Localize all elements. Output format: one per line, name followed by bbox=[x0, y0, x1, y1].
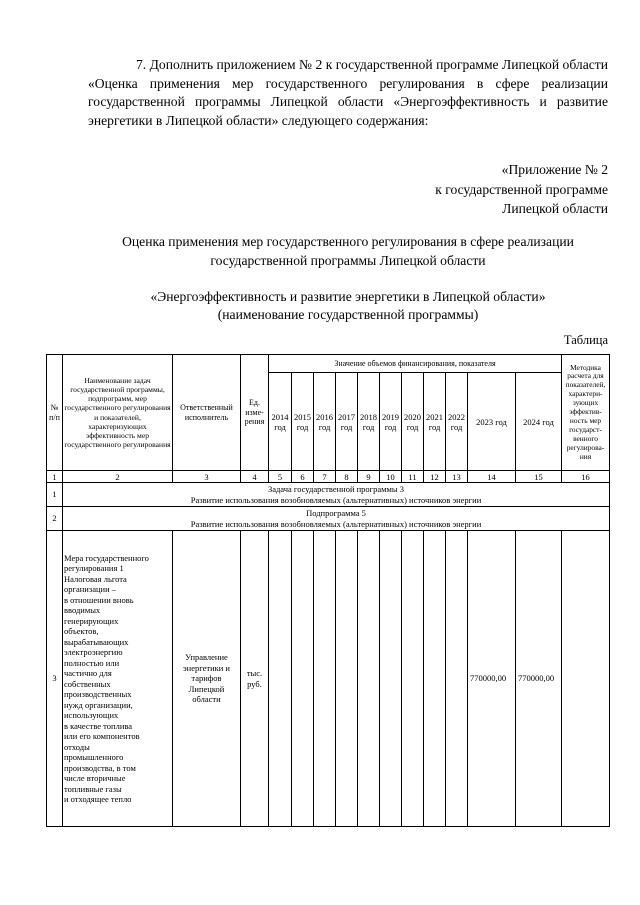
value-cell-2017 bbox=[336, 531, 358, 827]
section-text bbox=[63, 483, 610, 507]
value-cell-2020 bbox=[402, 531, 424, 827]
col-number: 16 bbox=[562, 471, 610, 483]
table-label: Таблица bbox=[563, 333, 608, 347]
measure-line: частично для bbox=[64, 668, 112, 678]
header-values-group: Значение объемов финансирования, показателя bbox=[269, 355, 562, 373]
header-name: Наименование задач государственной программы, подпрограмм, мер государственного регулирования и показателей, характеризующих эффективность мер государственного регулирования bbox=[63, 355, 173, 471]
value-cell-2021 bbox=[424, 531, 446, 827]
measure-name-cell bbox=[63, 531, 173, 827]
measure-line: производства, в том bbox=[64, 762, 136, 773]
measure-line: собственных bbox=[64, 678, 111, 689]
col-number: 1 bbox=[47, 471, 63, 483]
measure-line: отходы bbox=[64, 741, 90, 752]
measure-line: электроэнергию bbox=[64, 647, 123, 657]
row-num: 3 bbox=[47, 531, 63, 827]
col-number: 7 bbox=[314, 471, 336, 483]
col-number: 13 bbox=[446, 471, 468, 483]
section-description: Развитие использования возобновляемых (альтернативных) источников энергии bbox=[190, 494, 482, 505]
measure-line: вырабатывающих bbox=[64, 636, 129, 647]
section-num: 2 bbox=[47, 507, 63, 531]
program-subtitle bbox=[88, 288, 608, 324]
appendix-header bbox=[308, 160, 608, 219]
header-method: Методика расчета для показателей, характери-зующих эффектив-ность мер государст-венного регулирова-ния bbox=[562, 355, 610, 471]
section-title: Подпрограмма 5 bbox=[306, 508, 366, 518]
title-line-2: государственной программы Липецкой области bbox=[210, 253, 486, 268]
intro-paragraph: 7. Дополнить приложением № 2 к государственной программе Липецкой области «Оценка применения мер государственного регулирования в сфере реализации государственной программы Липецкой области «Энергоэффективность и развитие энергетики в Липецкой области» следующего содержания: bbox=[88, 57, 608, 128]
value-cell-2022 bbox=[446, 531, 468, 827]
header-year: 2016 год bbox=[314, 373, 336, 471]
responsible-cell: Управление энергетики и тарифов Липецкой области bbox=[173, 531, 241, 827]
value-cell-2014 bbox=[269, 531, 292, 827]
value-cell-2015 bbox=[292, 531, 314, 827]
section-title: Задача государственной программы 3 bbox=[267, 484, 405, 494]
subtitle-line-1: «Энергоэффективность и развитие энергетики в Липецкой области» bbox=[150, 289, 546, 304]
value-cell-2018 bbox=[358, 531, 380, 827]
measure-line: генерирующих bbox=[64, 615, 119, 626]
header-year: 2015 год bbox=[292, 373, 314, 471]
column-number-row bbox=[47, 471, 610, 483]
appendix-line-1: «Приложение № 2 bbox=[501, 162, 608, 177]
title-line-1: Оценка применения мер государственного регулирования в сфере реализации bbox=[122, 234, 574, 249]
measure-line: промышленного bbox=[64, 752, 124, 762]
header-year: 2023 год bbox=[468, 373, 516, 471]
measure-line: числе вторичные bbox=[64, 773, 126, 783]
measure-line: полностью или bbox=[64, 657, 120, 668]
col-number: 3 bbox=[173, 471, 241, 483]
measure-line: Налоговая льгота bbox=[64, 573, 127, 584]
header-responsible: Ответственный исполнитель bbox=[173, 355, 241, 471]
measure-line: в качестве топлива bbox=[64, 720, 133, 731]
col-number: 6 bbox=[292, 471, 314, 483]
header-year: 2020 год bbox=[402, 373, 424, 471]
measure-line: и отходящее тепло bbox=[64, 794, 132, 804]
document-title bbox=[88, 232, 608, 270]
col-number: 4 bbox=[241, 471, 269, 483]
header-num: № п/п bbox=[47, 355, 63, 471]
col-number: 9 bbox=[358, 471, 380, 483]
measure-line: Мера государственного bbox=[64, 552, 149, 563]
col-number: 2 bbox=[63, 471, 173, 483]
measure-line: в отношении вновь bbox=[64, 594, 134, 605]
section-num: 1 bbox=[47, 483, 63, 507]
regulation-table bbox=[46, 354, 610, 827]
col-number: 14 bbox=[468, 471, 516, 483]
measure-line: организации – bbox=[64, 584, 117, 594]
header-year: 2017 год bbox=[336, 373, 358, 471]
measure-line: вводимых bbox=[64, 605, 101, 615]
section-description: Развитие использования возобновляемых (альтернативных) источников энергии bbox=[190, 518, 482, 529]
measure-line: нужд организации, bbox=[64, 699, 133, 710]
section-row-task bbox=[47, 483, 610, 507]
col-number: 15 bbox=[516, 471, 562, 483]
header-year: 2024 год bbox=[516, 373, 562, 471]
header-row-1 bbox=[47, 355, 610, 373]
measure-line: использующих bbox=[64, 710, 119, 720]
col-number: 10 bbox=[380, 471, 402, 483]
header-year: 2019 год bbox=[380, 373, 402, 471]
section-row-subprogram bbox=[47, 507, 610, 531]
appendix-line-2: к государственной программе bbox=[435, 181, 608, 197]
subtitle-line-2: (наименование государственной программы) bbox=[217, 307, 479, 322]
col-number: 12 bbox=[424, 471, 446, 483]
value-cell-2019 bbox=[380, 531, 402, 827]
header-unit: Ед. изме-рения bbox=[241, 355, 269, 471]
value-cell-2024: 770000,00 bbox=[516, 531, 562, 827]
measure-line: или его компонентов bbox=[64, 731, 140, 741]
appendix-line-3: Липецкой области bbox=[502, 201, 608, 216]
unit-cell: тыс. руб. bbox=[241, 531, 269, 827]
value-cell-2016 bbox=[314, 531, 336, 827]
measure-line: регулирования 1 bbox=[64, 563, 124, 573]
value-cell-2023: 770000,00 bbox=[468, 531, 516, 827]
col-number: 11 bbox=[402, 471, 424, 483]
measure-line: производственных bbox=[64, 689, 132, 699]
measure-line: топливные газы bbox=[64, 783, 122, 794]
measure-line: объектов, bbox=[64, 626, 99, 636]
col-number: 8 bbox=[336, 471, 358, 483]
header-year: 2022 год bbox=[446, 373, 468, 471]
col-number: 5 bbox=[269, 471, 292, 483]
header-year: 2018 год bbox=[358, 373, 380, 471]
header-year: 2021 год bbox=[424, 373, 446, 471]
section-text bbox=[63, 507, 610, 531]
method-cell bbox=[562, 531, 610, 827]
header-year: 2014 год bbox=[269, 373, 292, 471]
table-row bbox=[47, 531, 610, 827]
